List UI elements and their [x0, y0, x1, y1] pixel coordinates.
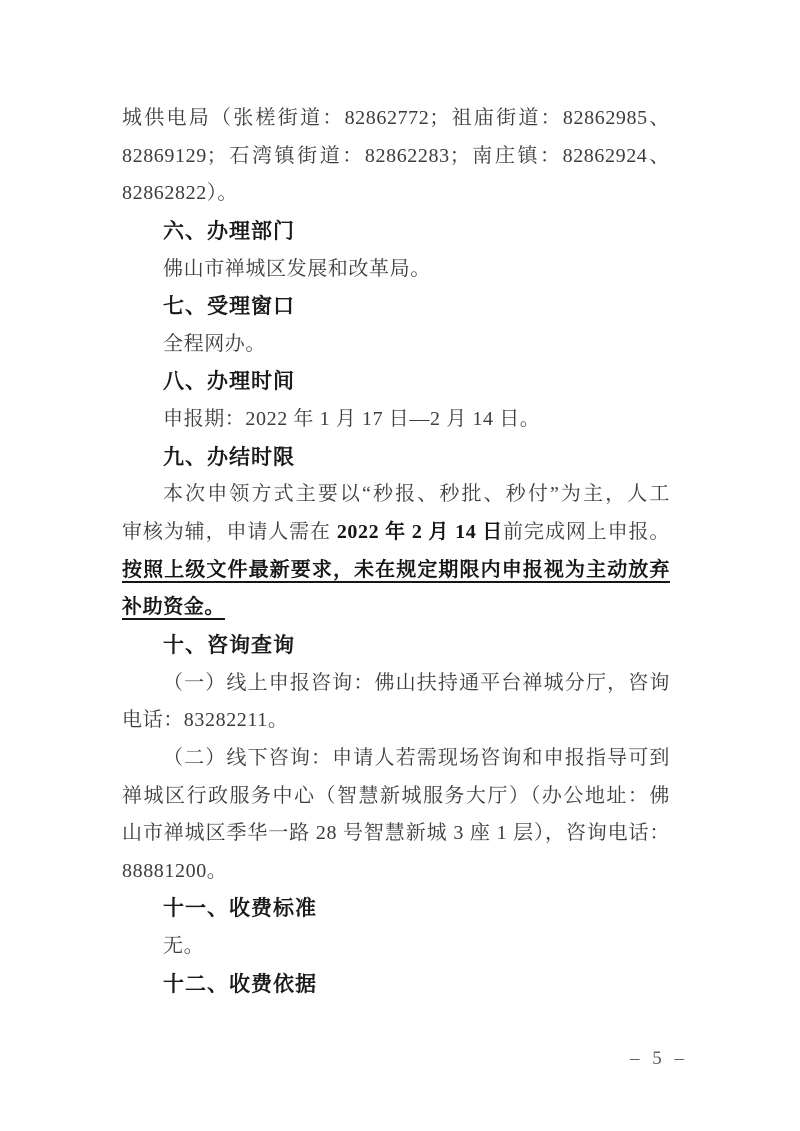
section-9-line-4-emphasis: 补助资金。	[122, 596, 225, 619]
section-9-line-1: 本次申领方式主要以“秒报、秒批、秒付”为主，人工	[163, 483, 670, 506]
section-9-line-2-bold-date: 2022 年 2 月 14 日	[336, 521, 504, 544]
carryover-line-1: 城供电局（张槎街道：82862772；祖庙街道：82862985、	[122, 107, 670, 129]
section-9-line-4	[122, 589, 670, 627]
section-10-online-line-2: 电话：83282211。	[122, 709, 289, 732]
section-7-heading: 七、受理窗口	[163, 295, 295, 319]
document-body	[122, 100, 670, 1003]
section-6-body: 佛山市禅城区发展和改革局。	[163, 257, 431, 280]
section-9-line-2	[122, 514, 670, 552]
section-10-offline-line-3: 山市禅城区季华一路 28 号智慧新城 3 座 1 层），咨询电话：	[122, 822, 670, 845]
section-8-heading: 八、办理时间	[163, 370, 295, 394]
section-9-line-3-emphasis: 按照上级文件最新要求，未在规定期限内申报视为主动放弃	[122, 558, 670, 581]
page-number: – 5 –	[630, 1048, 688, 1069]
carryover-line-2: 82869129；石湾镇街道：82862283；南庄镇：82862924、	[122, 144, 670, 167]
section-10-offline-line-2: 禅城区行政服务中心（智慧新城服务大厅）（办公地址：佛	[122, 784, 670, 807]
section-8-body: 申报期：2022 年 1 月 17 日—2 月 14 日。	[163, 408, 541, 431]
section-7-body: 全程网办。	[163, 332, 266, 355]
section-6-heading: 六、办理部门	[163, 219, 295, 243]
section-11-heading: 十一、收费标准	[163, 897, 317, 921]
section-10-heading: 十、咨询查询	[163, 633, 295, 657]
section-9-line-2-regular-pre: 审核为辅，申请人需在	[122, 521, 337, 544]
section-10-online-line-1: （一）线上申报咨询：佛山扶持通平台禅城分厅，咨询	[163, 671, 670, 694]
section-9-line-3	[122, 552, 670, 590]
section-10-offline-line-4: 88881200。	[122, 859, 228, 882]
section-11-body: 无。	[163, 935, 205, 958]
section-9-heading: 九、办结时限	[163, 445, 295, 469]
section-12-heading: 十二、收费依据	[163, 972, 317, 996]
section-10-offline-line-1: （二）线下咨询：申请人若需现场咨询和申报指导可到	[163, 746, 670, 769]
carryover-line-3: 82862822）。	[122, 182, 238, 205]
section-9-line-2-regular-post: 前完成网上申报。	[503, 521, 670, 544]
